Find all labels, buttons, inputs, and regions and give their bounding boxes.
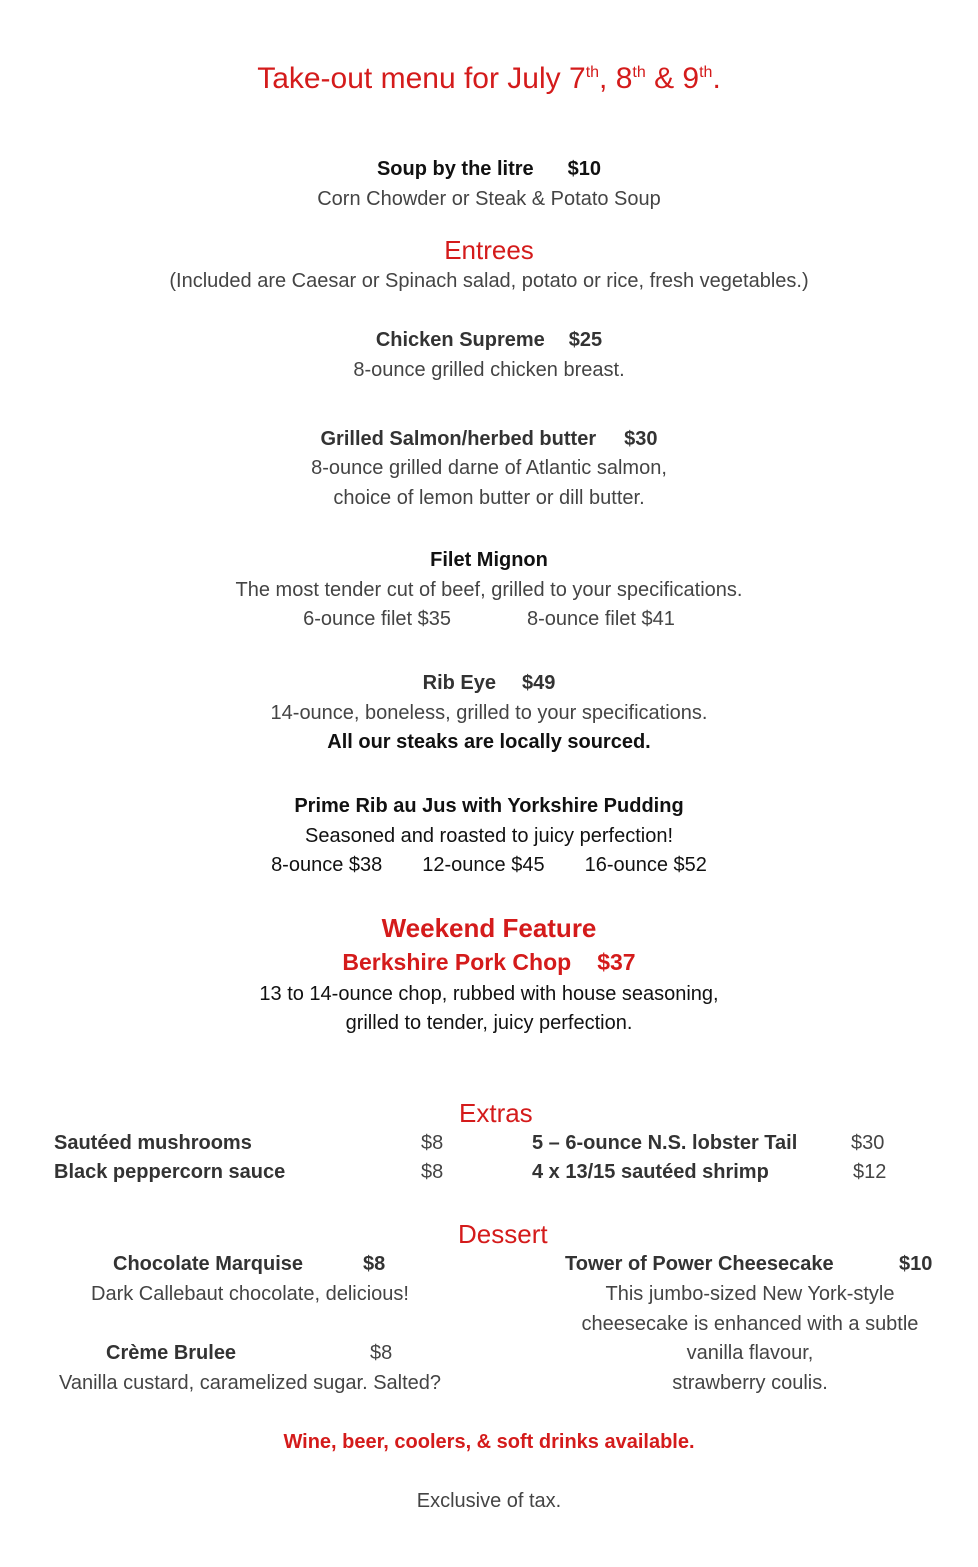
dessert-heading: Dessert	[458, 1219, 548, 1249]
primerib-description: Seasoned and roasted to juicy perfection!	[304, 825, 674, 847]
marquise-price: $8	[363, 1253, 386, 1275]
primerib-option-12oz: 12-ounce $45	[422, 854, 545, 876]
feature-price: $37	[597, 949, 636, 975]
steaks-note: All our steaks are locally sourced.	[327, 731, 651, 753]
marquise-name: Chocolate Marquise	[113, 1253, 304, 1275]
filet-options	[0, 607, 978, 631]
chicken-heading-line	[0, 328, 978, 352]
feature-description-1: 13 to 14-ounce chop, rubbed with house seasoning,	[259, 983, 719, 1005]
extras-price-peppercorn: $8	[421, 1161, 444, 1183]
title-text: Take-out menu for July 7	[257, 62, 586, 95]
extras-item-mushrooms: Sautéed mushrooms	[54, 1132, 252, 1154]
feature-heading: Weekend Feature	[381, 913, 597, 943]
filet-option-6oz: 6-ounce filet $35	[303, 608, 451, 630]
extras-price-lobster: $30	[851, 1132, 885, 1154]
primerib-option-16oz: 16-ounce $52	[584, 854, 707, 876]
chicken-price: $25	[568, 329, 603, 351]
title-end: .	[712, 62, 721, 95]
soup-price: $10	[567, 158, 602, 180]
feature-name: Berkshire Pork Chop	[342, 949, 572, 975]
feature-description-2: grilled to tender, juicy perfection.	[345, 1012, 633, 1034]
salmon-name: Grilled Salmon/herbed butter	[320, 428, 597, 450]
salmon-heading-line	[0, 427, 978, 451]
title-mid-1: , 8	[599, 62, 633, 95]
chicken-name: Chicken Supreme	[375, 329, 545, 351]
brulee-price: $8	[370, 1342, 393, 1364]
drinks-note: Wine, beer, coolers, & soft drinks available.	[283, 1431, 695, 1453]
ribeye-heading-line	[0, 671, 978, 695]
soup-description: Corn Chowder or Steak & Potato Soup	[317, 188, 661, 210]
title-mid-2: & 9	[645, 62, 700, 95]
title-sup-3: th	[699, 64, 713, 81]
ribeye-price: $49	[521, 672, 556, 694]
extras-price-shrimp: $12	[853, 1161, 887, 1183]
filet-description: The most tender cut of beef, grilled to your specifications.	[235, 579, 743, 601]
primerib-option-8oz: 8-ounce $38	[271, 854, 383, 876]
primerib-options	[0, 853, 978, 877]
extras-item-shrimp: 4 x 13/15 sautéed shrimp	[532, 1161, 769, 1183]
extras-item-peppercorn: Black peppercorn sauce	[54, 1161, 286, 1183]
feature-item-line	[0, 948, 978, 976]
salmon-description-2: choice of lemon butter or dill butter.	[333, 487, 645, 509]
soup-heading-line	[0, 157, 978, 181]
page-title	[0, 60, 978, 98]
filet-option-8oz: 8-ounce filet $41	[527, 608, 675, 630]
entrees-heading: Entrees	[444, 235, 534, 265]
marquise-description: Dark Callebaut chocolate, delicious!	[91, 1283, 409, 1305]
salmon-description-1: 8-ounce grilled darne of Atlantic salmon,	[311, 457, 667, 479]
chicken-description: 8-ounce grilled chicken breast.	[353, 359, 625, 381]
filet-heading: Filet Mignon	[430, 549, 548, 571]
extras-item-lobster: 5 – 6-ounce N.S. lobster Tail	[532, 1132, 798, 1154]
extras-price-mushrooms: $8	[421, 1132, 444, 1154]
tax-note: Exclusive of tax.	[416, 1490, 562, 1512]
entrees-note: (Included are Caesar or Spinach salad, potato or rice, fresh vegetables.)	[169, 270, 809, 292]
title-sup-1: th	[585, 64, 600, 81]
cheesecake-description-3: vanilla flavour,	[686, 1342, 814, 1364]
cheesecake-description-1: This jumbo-sized New York-style	[605, 1283, 895, 1305]
extras-heading: Extras	[459, 1098, 533, 1128]
cheesecake-price: $10	[899, 1253, 933, 1275]
cheesecake-description-2: cheesecake is enhanced with a subtle	[581, 1313, 919, 1335]
soup-name: Soup by the litre	[376, 158, 534, 180]
cheesecake-name: Tower of Power Cheesecake	[565, 1253, 834, 1275]
ribeye-name: Rib Eye	[422, 672, 496, 694]
brulee-name: Crème Brulee	[106, 1342, 237, 1364]
ribeye-description: 14-ounce, boneless, grilled to your specifications.	[270, 702, 708, 724]
salmon-price: $30	[624, 428, 658, 450]
primerib-heading: Prime Rib au Jus with Yorkshire Pudding	[294, 795, 684, 817]
title-sup-2: th	[632, 64, 646, 81]
brulee-description: Vanilla custard, caramelized sugar. Salted?	[58, 1372, 442, 1394]
cheesecake-description-4: strawberry coulis.	[672, 1372, 828, 1394]
